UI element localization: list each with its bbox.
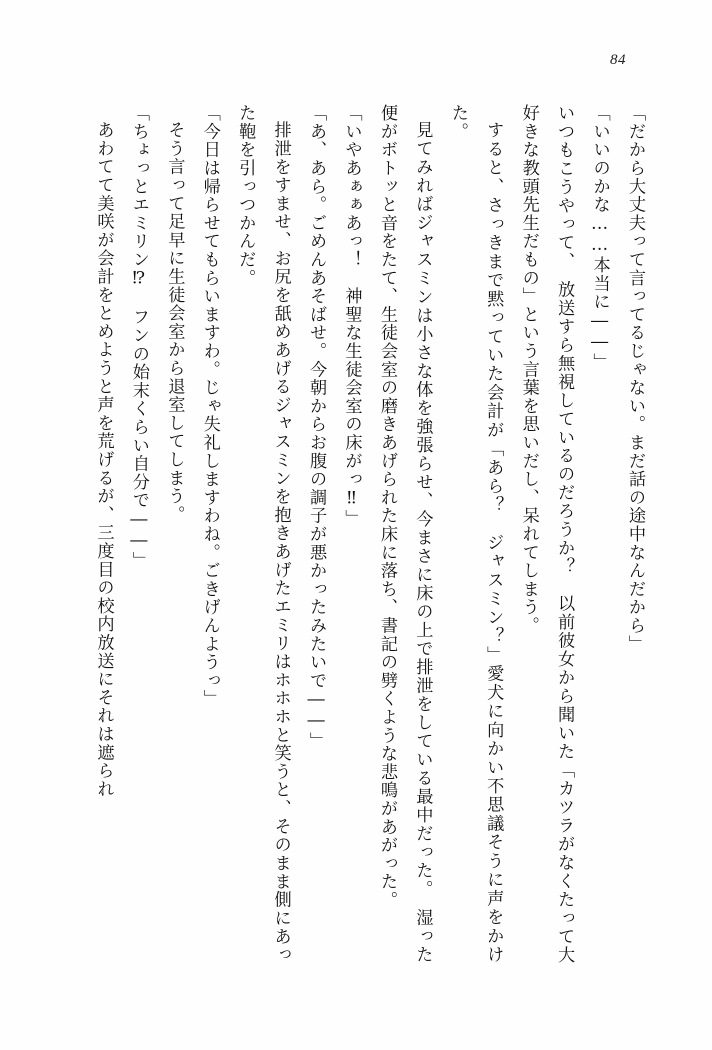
paragraph-line: 「あ、あら。ごめんあそばせ。今朝からお腹の調子が悪かったみたいで――」 — [306, 104, 327, 751]
paragraph-line: 「いいのかな……本当に――」 — [589, 104, 610, 372]
paragraph-line: 「だから大丈夫って言ってるじゃない。まだ話の途中なんだから」 — [625, 104, 645, 653]
paragraph-line: 「いやあぁぁあっ！ 神聖な生徒会室の床がっ‼」 — [341, 104, 362, 528]
paragraph-line: 「ちょっとエミリン⁉ フンの始末くらい自分で――」 — [128, 104, 149, 570]
paragraph-line: いつもこうやって、 放送すら無視しているのだろうか？ 以前彼女から聞いた「カツラがなくたって大好きな教頭先生だもの」という言葉を思いだし、呆れてしまう。 — [518, 104, 575, 964]
paragraph-line: 排泄をすませ、お尻を舐めあげるジャスミンを抱きあげたエミリはホホホと笑うと、そのまま側にあった鞄を引っつかんだ。 — [235, 104, 291, 964]
page-number: 84 — [610, 52, 626, 68]
paragraph-line: そう言って足早に生徒会室から退室してしまう。 — [164, 121, 185, 524]
paragraph-line: 見てみればジャスミンは小さな体を強張らせ、今まさに床の上で排泄をしている最中だった。 湿った便がボトッと音をたて、生徒会室の磨きあげられた床に落ち、書記の劈くような悲鳴があがった。 — [376, 104, 433, 964]
novel-body-text — [62, 104, 652, 964]
paragraph-line: あわてて美咲が会計をとめようと声を荒げるが、三度目の校内放送にそれは遮られ — [93, 121, 114, 799]
paragraph-line: 「今日は帰らせてもらいますわ。じゃ失礼しますわね。ごきげんようっ」 — [199, 104, 220, 708]
paragraph-line: すると、さっきまで黙っていた会計が「あら？ ジャスミン？」愛犬に向かい不思議そうに声をかけた。 — [447, 104, 504, 964]
